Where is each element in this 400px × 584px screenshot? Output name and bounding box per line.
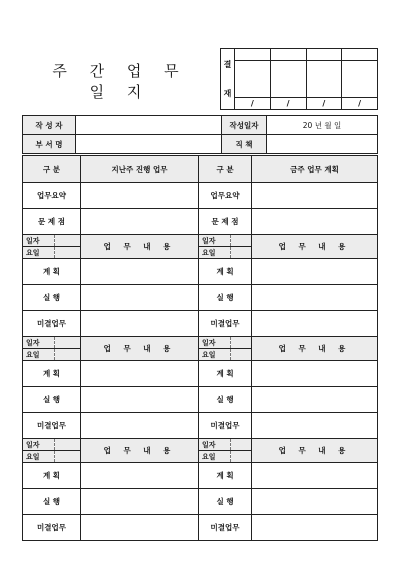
execution-field-left[interactable] [81, 387, 199, 413]
approval-sign-cell-4[interactable] [342, 61, 378, 98]
execution-field-right[interactable] [252, 489, 378, 515]
incomplete-label-left: 미결업무 [23, 515, 81, 541]
execution-label-right: 실 행 [199, 285, 252, 311]
incomplete-label-right: 미결업무 [199, 311, 252, 337]
date-row-label-right: 일자 [199, 439, 231, 451]
day-row-label-right: 요일 [199, 349, 231, 361]
issues-label-left: 문 제 점 [23, 209, 81, 235]
this-week-header: 금주 업무 계획 [252, 156, 378, 183]
date-row-field-right[interactable] [231, 337, 252, 349]
content-header-left: 업 무 내 용 [81, 439, 199, 463]
dept-label: 부 서 명 [23, 135, 76, 154]
date-row-field-left[interactable] [55, 439, 81, 451]
day-row-field-left[interactable] [55, 247, 81, 259]
author-label: 작 성 자 [23, 116, 76, 135]
approval-date-2[interactable]: / [270, 98, 306, 110]
approval-date-3[interactable]: / [306, 98, 342, 110]
summary-field-right[interactable] [252, 183, 378, 209]
execution-label-left: 실 행 [23, 387, 81, 413]
position-field[interactable] [267, 135, 378, 154]
day-row-field-right[interactable] [231, 349, 252, 361]
date-row-field-left[interactable] [55, 235, 81, 247]
incomplete-label-left: 미결업무 [23, 413, 81, 439]
incomplete-field-left[interactable] [81, 515, 199, 541]
plan-field-left[interactable] [81, 259, 199, 285]
day-row-label-right: 요일 [199, 247, 231, 259]
plan-label-right: 계 획 [199, 259, 252, 285]
approval-label-bottom: 재 [223, 89, 232, 98]
approval-sign-cell-1[interactable] [235, 61, 271, 98]
day-row-field-right[interactable] [231, 451, 252, 463]
execution-field-right[interactable] [252, 285, 378, 311]
date-row-label-left: 일자 [23, 235, 55, 247]
incomplete-label-right: 미결업무 [199, 515, 252, 541]
plan-label-left: 계 획 [23, 259, 81, 285]
date-row-field-right[interactable] [231, 235, 252, 247]
plan-label-left: 계 획 [23, 463, 81, 489]
day-row-label-right: 요일 [199, 451, 231, 463]
summary-label-left: 업무요약 [23, 183, 81, 209]
execution-field-right[interactable] [252, 387, 378, 413]
execution-label-right: 실 행 [199, 489, 252, 515]
content-header-right: 업 무 내 용 [252, 235, 378, 259]
date-row-label-right: 일자 [199, 235, 231, 247]
plan-label-right: 계 획 [199, 361, 252, 387]
issues-label-right: 문 제 점 [199, 209, 252, 235]
approval-title-cell-4[interactable] [342, 49, 378, 61]
incomplete-field-right[interactable] [252, 311, 378, 337]
author-field[interactable] [76, 116, 222, 135]
page-title: 주 간 업 무 일 지 [52, 62, 188, 101]
approval-date-1[interactable]: / [235, 98, 271, 110]
summary-label-right: 업무요약 [199, 183, 252, 209]
plan-field-right[interactable] [252, 361, 378, 387]
approval-box [220, 48, 378, 110]
date-row-label-right: 일자 [199, 337, 231, 349]
incomplete-field-left[interactable] [81, 311, 199, 337]
approval-date-4[interactable]: / [342, 98, 378, 110]
plan-label-right: 계 획 [199, 463, 252, 489]
summary-field-left[interactable] [81, 183, 199, 209]
date-label: 작성일자 [222, 116, 267, 135]
execution-label-right: 실 행 [199, 387, 252, 413]
issues-field-right[interactable] [252, 209, 378, 235]
execution-field-left[interactable] [81, 285, 199, 311]
content-header-left: 업 무 내 용 [81, 337, 199, 361]
category-header-left: 구 분 [23, 156, 81, 183]
date-row-label-left: 일자 [23, 337, 55, 349]
plan-field-right[interactable] [252, 259, 378, 285]
day-row-field-left[interactable] [55, 349, 81, 361]
day-row-field-left[interactable] [55, 451, 81, 463]
incomplete-label-left: 미결업무 [23, 311, 81, 337]
content-header-right: 업 무 내 용 [252, 337, 378, 361]
execution-field-left[interactable] [81, 489, 199, 515]
date-row-label-left: 일자 [23, 439, 55, 451]
day-row-label-left: 요일 [23, 247, 55, 259]
issues-field-left[interactable] [81, 209, 199, 235]
plan-field-right[interactable] [252, 463, 378, 489]
day-row-label-left: 요일 [23, 349, 55, 361]
content-header-right: 업 무 내 용 [252, 439, 378, 463]
info-table [22, 115, 378, 154]
incomplete-label-right: 미결업무 [199, 413, 252, 439]
last-week-header: 지난주 진행 업무 [81, 156, 199, 183]
incomplete-field-right[interactable] [252, 413, 378, 439]
work-grid [22, 155, 378, 541]
date-row-field-right[interactable] [231, 439, 252, 451]
incomplete-field-left[interactable] [81, 413, 199, 439]
date-field[interactable]: 20 년 월 일 [267, 116, 378, 135]
date-row-field-left[interactable] [55, 337, 81, 349]
plan-field-left[interactable] [81, 361, 199, 387]
position-label: 직 책 [222, 135, 267, 154]
approval-title-cell-3[interactable] [306, 49, 342, 61]
content-header-left: 업 무 내 용 [81, 235, 199, 259]
execution-label-left: 실 행 [23, 489, 81, 515]
day-row-label-left: 요일 [23, 451, 55, 463]
category-header-right: 구 분 [199, 156, 252, 183]
approval-label-top: 결 [223, 59, 232, 69]
plan-label-left: 계 획 [23, 361, 81, 387]
day-row-field-right[interactable] [231, 247, 252, 259]
approval-sign-cell-2[interactable] [270, 61, 306, 98]
approval-title-cell-2[interactable] [270, 49, 306, 61]
execution-label-left: 실 행 [23, 285, 81, 311]
approval-sign-cell-3[interactable] [306, 61, 342, 98]
approval-label [221, 49, 235, 110]
incomplete-field-right[interactable] [252, 515, 378, 541]
plan-field-left[interactable] [81, 463, 199, 489]
dept-field[interactable] [76, 135, 222, 154]
approval-title-cell-1[interactable] [235, 49, 271, 61]
